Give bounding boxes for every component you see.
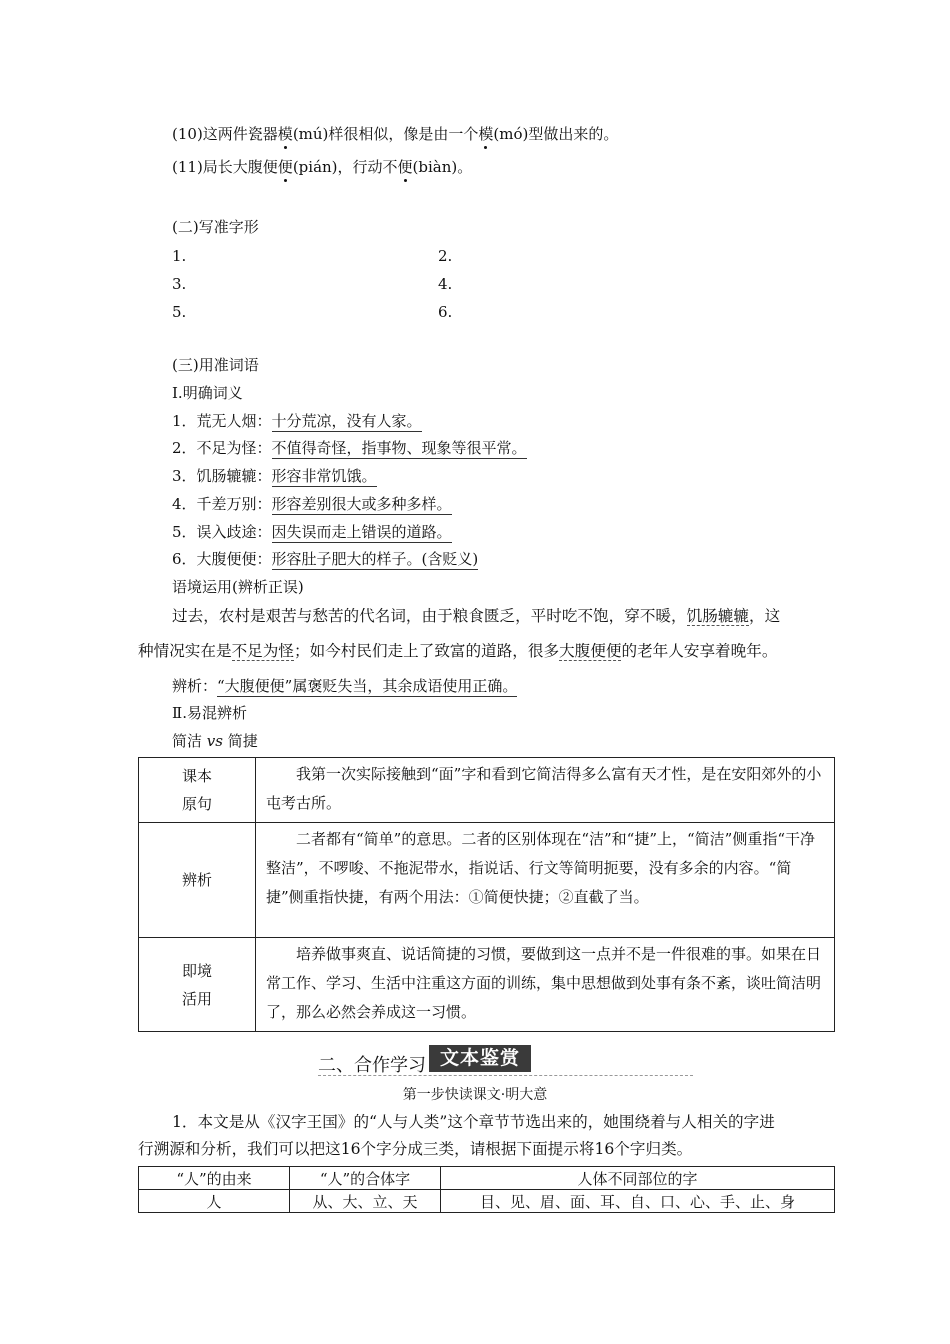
table-header-cell: “人”的由来	[139, 1167, 290, 1190]
classification-table	[138, 1166, 835, 1213]
table-cell: 人	[139, 1190, 290, 1213]
context-heading: 语境运用(辨析正误)	[172, 578, 304, 596]
writing-num-4: 4.	[438, 275, 453, 293]
pair-heading: 简洁 vs 简捷	[172, 732, 258, 750]
writing-heading: (二)写准字形	[172, 218, 259, 236]
words-part2: Ⅱ.易混辨析	[172, 704, 247, 722]
table-cell: 从、大、立、天	[290, 1190, 441, 1213]
table-cell: 目、见、眉、面、耳、自、口、心、手、止、身	[441, 1190, 835, 1213]
table-body-cell: 二者都有“简单”的意思。二者的区别体现在“洁”和“捷”上，“简洁”侧重指“干净整洁”，不啰唆、不拖泥带水，指说话、行文等简明扼要，没有多余的内容。“简捷”侧重指快捷，有两个用法：①简便快捷；②直截了当。	[256, 823, 835, 938]
section-title-badge: 文本鉴赏	[429, 1045, 531, 1072]
analysis-line: 辨析：“大腹便便”属褒贬失当，其余成语使用正确。	[172, 677, 518, 695]
section-title	[318, 1045, 693, 1076]
writing-num-1: 1.	[172, 247, 187, 265]
section-title-left: 二、合作学习	[318, 1055, 426, 1076]
table-head-cell: 即境 活用	[139, 938, 256, 1032]
writing-num-2: 2.	[438, 247, 453, 265]
question-1-line-2: 行溯源和分析，我们可以把这16个字分成三类，请根据下面提示将16个字归类。	[138, 1140, 693, 1158]
table-header-cell: 人体不同部位的字	[441, 1167, 835, 1190]
writing-num-6: 6.	[438, 303, 453, 321]
pron-item-11: (11)局长大腹便便(pián)，行动不便(biàn)。	[172, 158, 473, 176]
definition-3: 3．饥肠辘辘：形容非常饥饿。	[172, 467, 377, 485]
table-row	[139, 1190, 835, 1213]
words-heading: (三)用准词语	[172, 356, 259, 374]
table-row	[139, 823, 835, 938]
table-body-cell: 培养做事爽直、说话简捷的习惯，要做到这一点并不是一件很难的事。如果在日常工作、学习、生活中注重这方面的训练，集中思想做到处事有条不紊，谈吐简洁明了，那么必然会养成这一习惯。	[256, 938, 835, 1032]
pron-item-10: (10)这两件瓷器模(mú)样很相似，像是由一个模(mó)型做出来的。	[172, 125, 619, 143]
table-row	[139, 938, 835, 1032]
table-row	[139, 758, 835, 823]
definition-2: 2．不足为怪：不值得奇怪，指事物、现象等很平常。	[172, 439, 527, 457]
writing-num-3: 3.	[172, 275, 187, 293]
definition-4: 4．千差万别：形容差别很大或多种多样。	[172, 495, 452, 513]
step-heading: 第一步快读课文·明大意	[402, 1087, 548, 1103]
question-1-line-1: 1．本文是从《汉字王国》的“人与人类”这个章节节选出来的，她围绕着与人相关的字进	[172, 1113, 775, 1131]
table-head-cell: 辨析	[139, 823, 256, 938]
definition-6: 6．大腹便便：形容肚子肥大的样子。(含贬义)	[172, 550, 479, 568]
definition-5: 5．误入歧途：因失误而走上错误的道路。	[172, 523, 452, 541]
passage-line-2: 种情况实在是不足为怪；如今村民们走上了致富的道路，很多大腹便便的老年人安享着晚年。	[138, 642, 778, 660]
definition-1: 1．荒无人烟：十分荒凉，没有人家。	[172, 412, 422, 430]
words-part1: Ⅰ.明确词义	[172, 384, 243, 402]
writing-num-5: 5.	[172, 303, 187, 321]
table-header-row	[139, 1167, 835, 1190]
table-head-cell: 课本 原句	[139, 758, 256, 823]
passage-line-1: 过去，农村是艰苦与愁苦的代名词，由于粮食匮乏，平时吃不饱，穿不暖，饥肠辘辘，这	[172, 607, 781, 625]
compare-table	[138, 757, 835, 1032]
table-header-cell: “人”的合体字	[290, 1167, 441, 1190]
table-body-cell: 我第一次实际接触到“面”字和看到它简洁得多么富有天才性，是在安阳郊外的小屯考古所。	[256, 758, 835, 823]
